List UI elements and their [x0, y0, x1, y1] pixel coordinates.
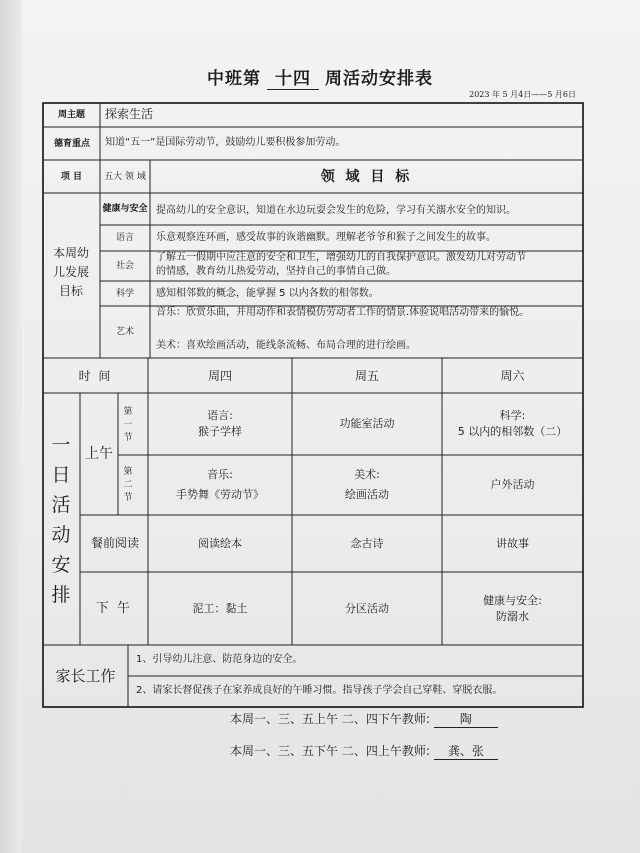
week-goals-label: 本周幼儿发展目标	[52, 245, 89, 298]
goal-art-music: 音乐：欣赏乐曲，并用动作和表情模仿劳动者工作的情景.体验说唱活动带来的愉悦。	[156, 307, 530, 318]
teacher-name-1: 陶	[434, 710, 498, 728]
parents-item-1: 1、引导幼儿注意、防范身边的安全。	[136, 654, 303, 665]
cell-fri-p1: 功能室活动	[339, 417, 395, 430]
cell-thu-p2: 音乐: 手势舞《劳动节》	[176, 468, 264, 501]
domain-art: 艺术	[115, 327, 134, 337]
goal-social-line2: 的情感，教育幼儿热爱劳动，坚持自己的事情自己做。	[156, 266, 396, 277]
cell-thu-meal: 阅读绘本	[198, 536, 242, 550]
goals-label: 领 域 目 标	[320, 168, 413, 185]
theme-value: 探索生活	[105, 107, 154, 121]
pre-meal-reading-label: 餐前阅读	[90, 536, 139, 550]
title-suffix: 周活动安排表	[325, 69, 433, 89]
period-2-label: 第二节	[123, 466, 133, 503]
moral-value: 知道“五一”是国际劳动节，鼓励幼儿要积极参加劳动。	[105, 137, 346, 148]
goal-social-line1: 了解五一假期中应注意的安全和卫生，增强幼儿的自我保护意识。激发幼儿对劳动节	[156, 252, 526, 263]
cell-sat-pm: 健康与安全: 防溺水	[483, 593, 542, 623]
cell-fri-meal: 念古诗	[350, 536, 384, 550]
domain-language: 语言	[115, 233, 134, 243]
domain-social: 社会	[115, 261, 134, 271]
title-week-number: 十四	[267, 64, 319, 90]
teacher-line-1: 本周一、三、五上午 二、四下午教师: 陶	[230, 710, 498, 728]
teacher-name-2: 龚、张	[434, 742, 498, 760]
cell-thu-p1: 语言: 猴子学样	[198, 409, 242, 438]
cell-thu-pm: 泥工：黏土	[192, 601, 248, 615]
date-range: 2023 年 5 月4日——5 月6日	[469, 90, 576, 99]
time-label: 时 间	[78, 368, 113, 383]
cell-fri-pm: 分区活动	[345, 601, 389, 615]
cell-sat-p1: 科学: 5 以内的相邻数（二）	[457, 409, 568, 438]
theme-label: 周主题	[57, 110, 85, 120]
day-saturday: 周六	[500, 368, 525, 383]
domain-health: 健康与安全	[102, 204, 148, 214]
goal-health: 提高幼儿的安全意识，知道在水边玩耍会发生的危险，学习有关溺水安全的知识。	[156, 205, 516, 216]
morning-label: 上午	[85, 446, 113, 462]
title-prefix: 中班第	[207, 69, 261, 89]
day-friday: 周五	[354, 368, 379, 383]
period-1-label: 第一节	[123, 406, 133, 443]
parents-work-label: 家长工作	[55, 667, 116, 685]
cell-fri-p2: 美术: 绘画活动	[345, 468, 389, 501]
day-thursday: 周四	[207, 368, 232, 383]
afternoon-label: 下 午	[95, 600, 133, 616]
parents-item-2: 2、请家长督促孩子在家养成良好的午睡习惯。指导孩子学会自己穿鞋、穿脱衣服。	[136, 685, 503, 696]
cell-sat-p2: 户外活动	[490, 478, 535, 491]
daily-schedule-label: 一日活动安排	[51, 434, 71, 606]
teacher-line-2: 本周一、三、五下午 二、四上午教师: 龚、张	[230, 742, 498, 760]
moral-label: 德育重点	[53, 138, 90, 149]
goal-language: 乐意观察连环画，感受故事的诙谐幽默。理解老爷爷和猴子之间发生的故事。	[156, 232, 496, 243]
domains-label: 五大 领 域	[104, 171, 146, 182]
project-label: 项 目	[60, 171, 83, 182]
cell-sat-meal: 讲故事	[496, 536, 529, 550]
goal-science: 感知相邻数的概念，能掌握 5 以内各数的相邻数。	[156, 288, 379, 299]
domain-science: 科学	[115, 288, 134, 299]
goal-art-drawing: 美术：喜欢绘画活动，能线条流畅、布局合理的进行绘画。	[156, 340, 416, 351]
